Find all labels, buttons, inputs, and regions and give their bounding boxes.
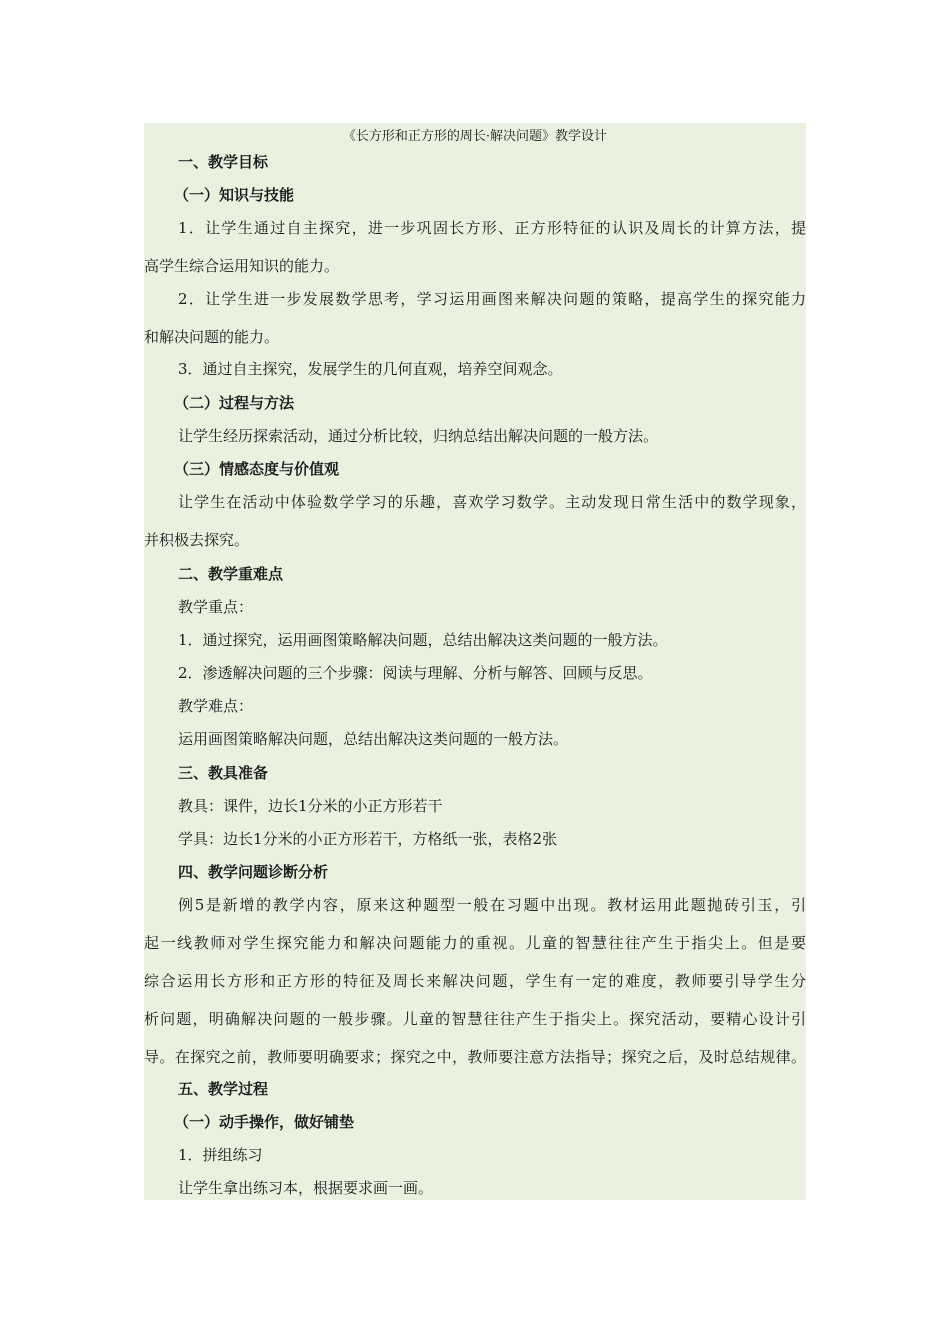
subheading-hands-on: （一）动手操作，做好铺垫: [174, 1113, 355, 1131]
paragraph-line: 教具：课件，边长1分米的小正方形若干: [178, 797, 443, 815]
paragraph-line: 1．通过探究，运用画图策略解决问题，总结出解决这类问题的一般方法。: [178, 631, 668, 649]
paragraph-line: 综合运用长方形和正方形的特征及周长来解决问题，学生有一定的难度，教师要引导学生分: [144, 972, 806, 990]
paragraph-line: 起一线教师对学生探究能力和解决问题能力的重视。儿童的智慧往往产生于指尖上。但是要: [144, 934, 806, 952]
subheading-knowledge-skills: （一）知识与技能: [174, 186, 295, 204]
paragraph-line: 和解决问题的能力。: [144, 328, 280, 346]
heading-key-difficult-points: 二、教学重难点: [178, 565, 284, 583]
paragraph-line: 1．拼组练习: [178, 1146, 263, 1164]
paragraph-line: 学具：边长1分米的小正方形若干，方格纸一张，表格2张: [178, 830, 558, 848]
paragraph-line: 导。在探究之前，教师要明确要求；探究之中，教师要注意方法指导；探究之后，及时总结规律。: [144, 1048, 806, 1066]
paragraph-line: 高学生综合运用知识的能力。: [144, 257, 340, 275]
paragraph-line: 运用画图策略解决问题，总结出解决这类问题的一般方法。: [178, 730, 569, 748]
document-title: 《长方形和正方形的周长·解决问题》教学设计: [342, 129, 608, 144]
heading-teaching-process: 五、教学过程: [178, 1080, 269, 1098]
label-key-points: 教学重点：: [178, 598, 254, 616]
paragraph-line: 析问题，明确解决问题的一般步骤。儿童的智慧往往产生于指尖上。探究活动，要精心设计引: [144, 1010, 806, 1028]
paragraph-line: 2．渗透解决问题的三个步骤：阅读与理解、分析与解答、回顾与反思。: [178, 664, 653, 682]
paragraph-line: 例5是新增的教学内容，原来这种题型一般在习题中出现。教材运用此题抛砖引玉，引: [178, 896, 806, 914]
paragraph-line: 并积极去探究。: [144, 531, 250, 549]
label-difficult-points: 教学难点：: [178, 697, 254, 715]
paragraph-line: 让学生经历探索活动，通过分析比较，归纳总结出解决问题的一般方法。: [178, 427, 659, 445]
paragraph-line: 让学生拿出练习本，根据要求画一画。: [178, 1179, 434, 1197]
heading-teaching-goals: 一、教学目标: [178, 153, 269, 171]
subheading-emotion-values: （三）情感态度与价值观: [174, 460, 340, 478]
subheading-process-methods: （二）过程与方法: [174, 394, 295, 412]
heading-teaching-aids: 三、教具准备: [178, 764, 269, 782]
paragraph-line: 2．让学生进一步发展数学思考，学习运用画图来解决问题的策略，提高学生的探究能力: [178, 290, 806, 308]
paragraph-line: 让学生在活动中体验数学学习的乐趣，喜欢学习数学。主动发现日常生活中的数学现象，: [178, 493, 806, 511]
document-page: [144, 123, 806, 1200]
paragraph-line: 1．让学生通过自主探究，进一步巩固长方形、正方形特征的认识及周长的计算方法，提: [178, 219, 806, 237]
heading-problem-diagnosis: 四、教学问题诊断分析: [178, 863, 329, 881]
paragraph-line: 3．通过自主探究，发展学生的几何直观，培养空间观念。: [178, 360, 563, 378]
